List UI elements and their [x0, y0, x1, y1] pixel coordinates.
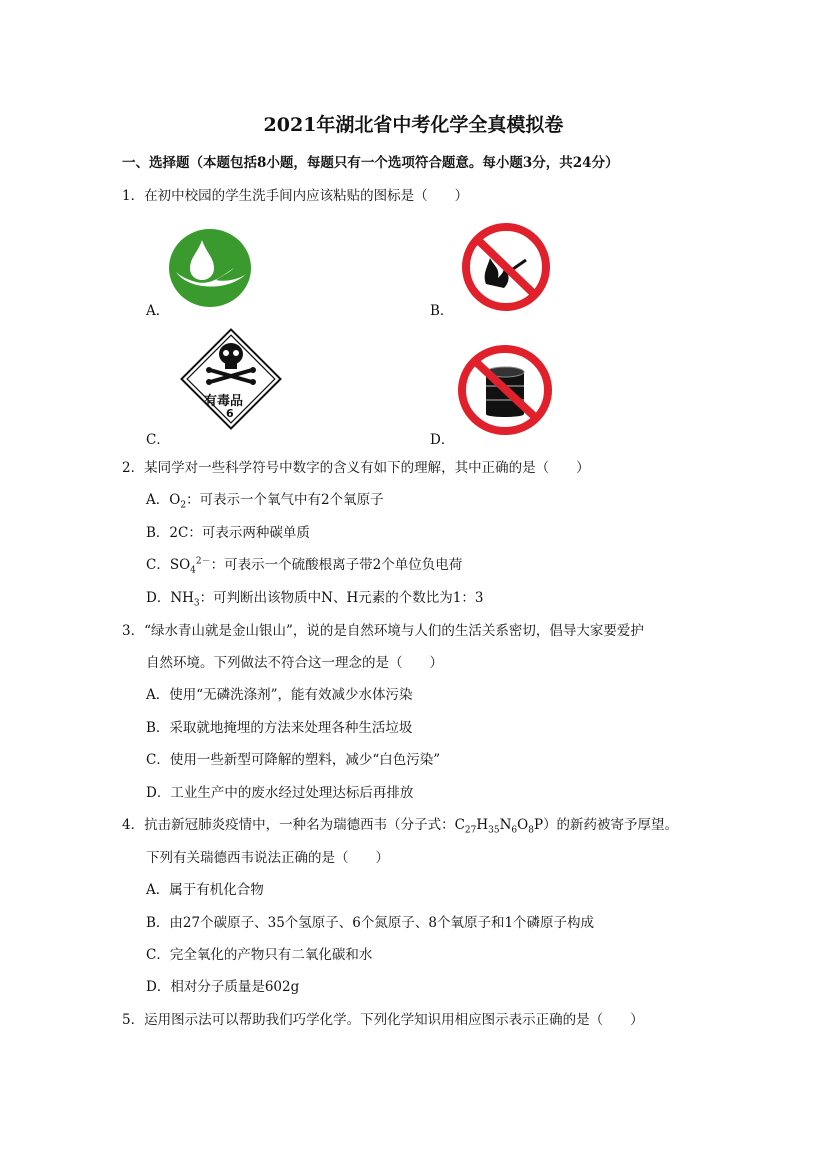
- q3-option-b: B．采取就地掩埋的方法来处理各种生活垃圾: [146, 720, 413, 736]
- question-2-stem: 2．某同学对一些科学符号中数字的含义有如下的理解，其中正确的是（ ）: [122, 460, 590, 476]
- q2-option-a: A．$O_2$：可表示一个氧气中有2个氧原子: [146, 492, 384, 511]
- q1-option-b-label: B．: [430, 303, 454, 319]
- toxic-hazard-icon: [172, 320, 290, 438]
- question-4-stem-line2: 下列有关瑞德西韦说法正确的是（ ）: [146, 850, 389, 866]
- water-saving-icon: [168, 228, 252, 308]
- q4-option-c: C．完全氧化的产物只有二氧化碳和水: [146, 947, 373, 963]
- question-1-stem: 1．在初中校园的学生洗手间内应该粘贴的图标是（ ）: [122, 188, 469, 204]
- q2-option-d: D．$NH_3$：可判断出该物质中N、H元素的个数比为1：3: [146, 590, 484, 609]
- q3-option-a: A．使用“无磷洗涤剂”，能有效减少水体污染: [146, 687, 413, 703]
- question-3-stem-line1: 3．“绿水青山就是金山银山”，说的是自然环境与人们的生活关系密切，倡导大家要爱护: [122, 623, 644, 639]
- q1-option-a-label: A．: [146, 303, 170, 319]
- page-title: 2021年湖北省中考化学全真模拟卷: [263, 114, 564, 136]
- question-3-stem-line2: 自然环境。下列做法不符合这一理念的是（ ）: [146, 655, 443, 671]
- q2-option-b: B．2C：可表示两种碳单质: [146, 525, 310, 541]
- q4-option-a: A．属于有机化合物: [146, 882, 264, 898]
- toxic-sign-text: 有毒品: [204, 394, 244, 409]
- toxic-sign-number: 6: [226, 407, 234, 420]
- question-4-stem-line1: 4．抗击新冠肺炎疫情中，一种名为瑞德西韦（分子式：$C_{27}H_{35}N_6O_8P$）的新药被寄予厚望。: [122, 817, 679, 836]
- section-heading: 一、选择题（本题包括8小题，每题只有一个选项符合题意。每小题3分，共24分）: [122, 155, 619, 171]
- no-fire-icon: [460, 222, 552, 312]
- no-oil-drum-icon: [456, 344, 554, 436]
- question-5-stem: 5．运用图示法可以帮助我们巧学化学。下列化学知识用相应图示表示正确的是（ ）: [122, 1012, 644, 1028]
- q4-option-b: B．由27个碳原子、35个氢原子、6个氮原子、8个氧原子和1个磷原子构成: [146, 915, 595, 931]
- q1-option-d-label: D．: [430, 432, 455, 448]
- q4-option-d: D．相对分子质量是602g: [146, 979, 300, 995]
- q2-option-c: C．$SO_4^{2-}$：可表示一个硫酸根离子带2个单位负电荷: [146, 556, 463, 576]
- q1-option-c-label: C．: [146, 432, 170, 448]
- q3-option-d: D．工业生产中的废水经过处理达标后再排放: [146, 785, 414, 801]
- q3-option-c: C．使用一些新型可降解的塑料，减少“白色污染”: [146, 752, 441, 768]
